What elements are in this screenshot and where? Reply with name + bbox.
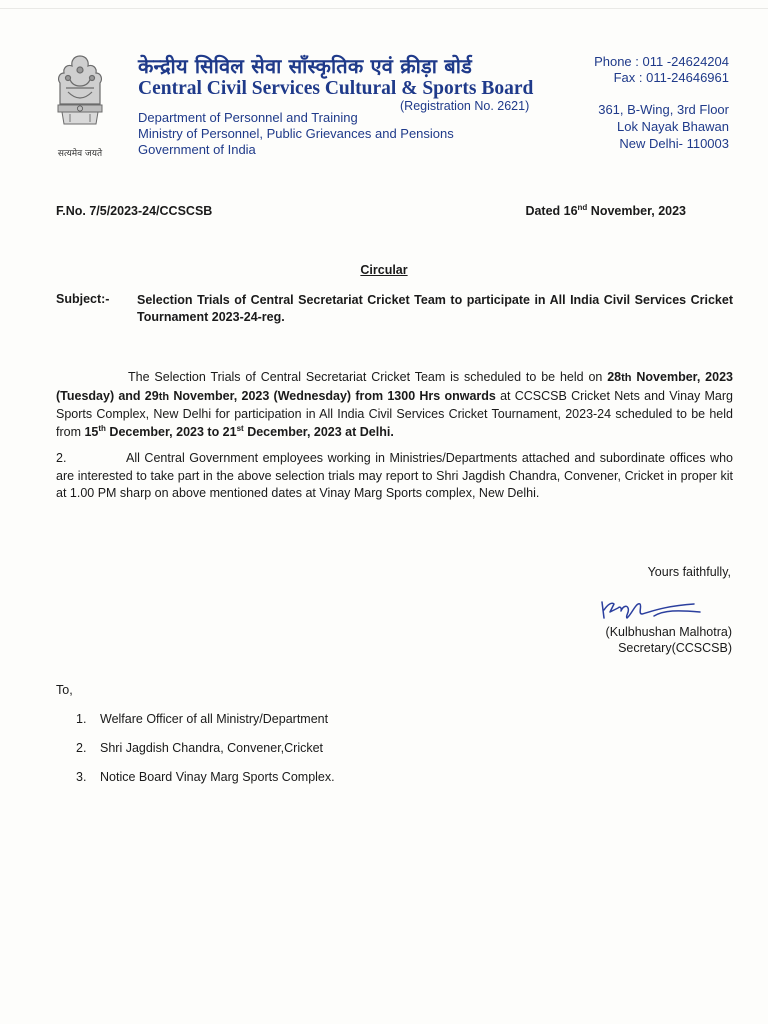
department-line: Department of Personnel and Training (138, 110, 358, 125)
subject-label: Subject:- (56, 292, 110, 306)
handwritten-signature-icon (594, 592, 704, 626)
ministry-line: Ministry of Personnel, Public Grievances and Pensions (138, 126, 454, 141)
file-number: F.No. 7/5/2023-24/CCSCSB (56, 204, 213, 218)
national-emblem (40, 52, 120, 164)
trial-dates: 28th November, 2023 (Tuesday) and 29th November, 2023 (Wednesday) from 1300 Hrs onwards (56, 370, 733, 403)
list-item: 1. Welfare Officer of all Ministry/Department (76, 712, 329, 726)
org-name-hindi: केन्द्रीय सिविल सेवा सॉंस्कृतिक एवं क्रीड़ा बोर्ड (138, 54, 472, 78)
address-line: 361, B-Wing, 3rd Floor (598, 102, 729, 117)
address-line: Lok Nayak Bhawan (616, 119, 729, 134)
contact-block (594, 54, 729, 86)
paragraph-number: 2. (56, 451, 67, 465)
department-block (138, 110, 454, 158)
address-line: New Delhi- 110003 (619, 136, 729, 151)
org-name-english: Central Civil Services Cultural & Sports Board (138, 78, 534, 99)
document-title: Circular (360, 263, 408, 277)
subject-text: Selection Trials of Central Secretariat Cricket Team to participate in All India Civil Services Cricket Tournament 2023-24-reg. (137, 293, 733, 324)
tournament-dates: 15th December, 2023 to 21st December, 2023 at Delhi. (84, 423, 394, 439)
list-item: 2. Shri Jagdish Chandra, Convener,Cricket (76, 741, 324, 755)
fax-number: Fax : 011-24646961 (613, 70, 729, 85)
paragraph-1: The Selection Trials of Central Secretariat Cricket Team is scheduled to be held on 28th November, 2023 (Tuesday) and 29th November, 2023 (Wednesday) from 1300 Hrs onwards at CCSCSB Cricket Nets and Vinay Marg Sports Complex, New Delhi for participation in All India Civil Services Cricket Tournament, 2023-24 scheduled to be held from 15th December, 2023 to 21st December, 2023 at Delhi. (56, 370, 733, 439)
national-emblem-icon (40, 52, 120, 142)
paragraph-2: 2. All Central Government employees working in Ministries/Departments attached and subordinate offices who are interested to take part in the above selection trials may report to Shri Jagdish Chandra, Convener, Cricket in proper kit at 1.00 PM sharp on above mentioned dates at Vinay Marg Sports complex, New Delhi. (56, 451, 733, 500)
scan-edge (0, 8, 768, 9)
list-item: 3. Notice Board Vinay Marg Sports Complex. (76, 770, 335, 784)
registration-number: (Registration No. 2621) (400, 99, 530, 113)
closing-salutation: Yours faithfully, (647, 565, 731, 579)
signatory-designation: Secretary(CCSCSB) (618, 641, 732, 655)
emblem-motto: सत्यमेव जयते (57, 149, 103, 159)
signatory-name: (Kulbhushan Malhotra) (605, 625, 732, 639)
distribution-list (76, 712, 335, 799)
address-block (598, 101, 729, 152)
distribution-heading: To, (56, 683, 73, 697)
phone-number: Phone : 011 -24624204 (594, 54, 729, 69)
document-date: Dated 16nd November, 2023 (525, 202, 686, 218)
signatory-block (606, 624, 732, 656)
government-line: Government of India (138, 142, 256, 157)
